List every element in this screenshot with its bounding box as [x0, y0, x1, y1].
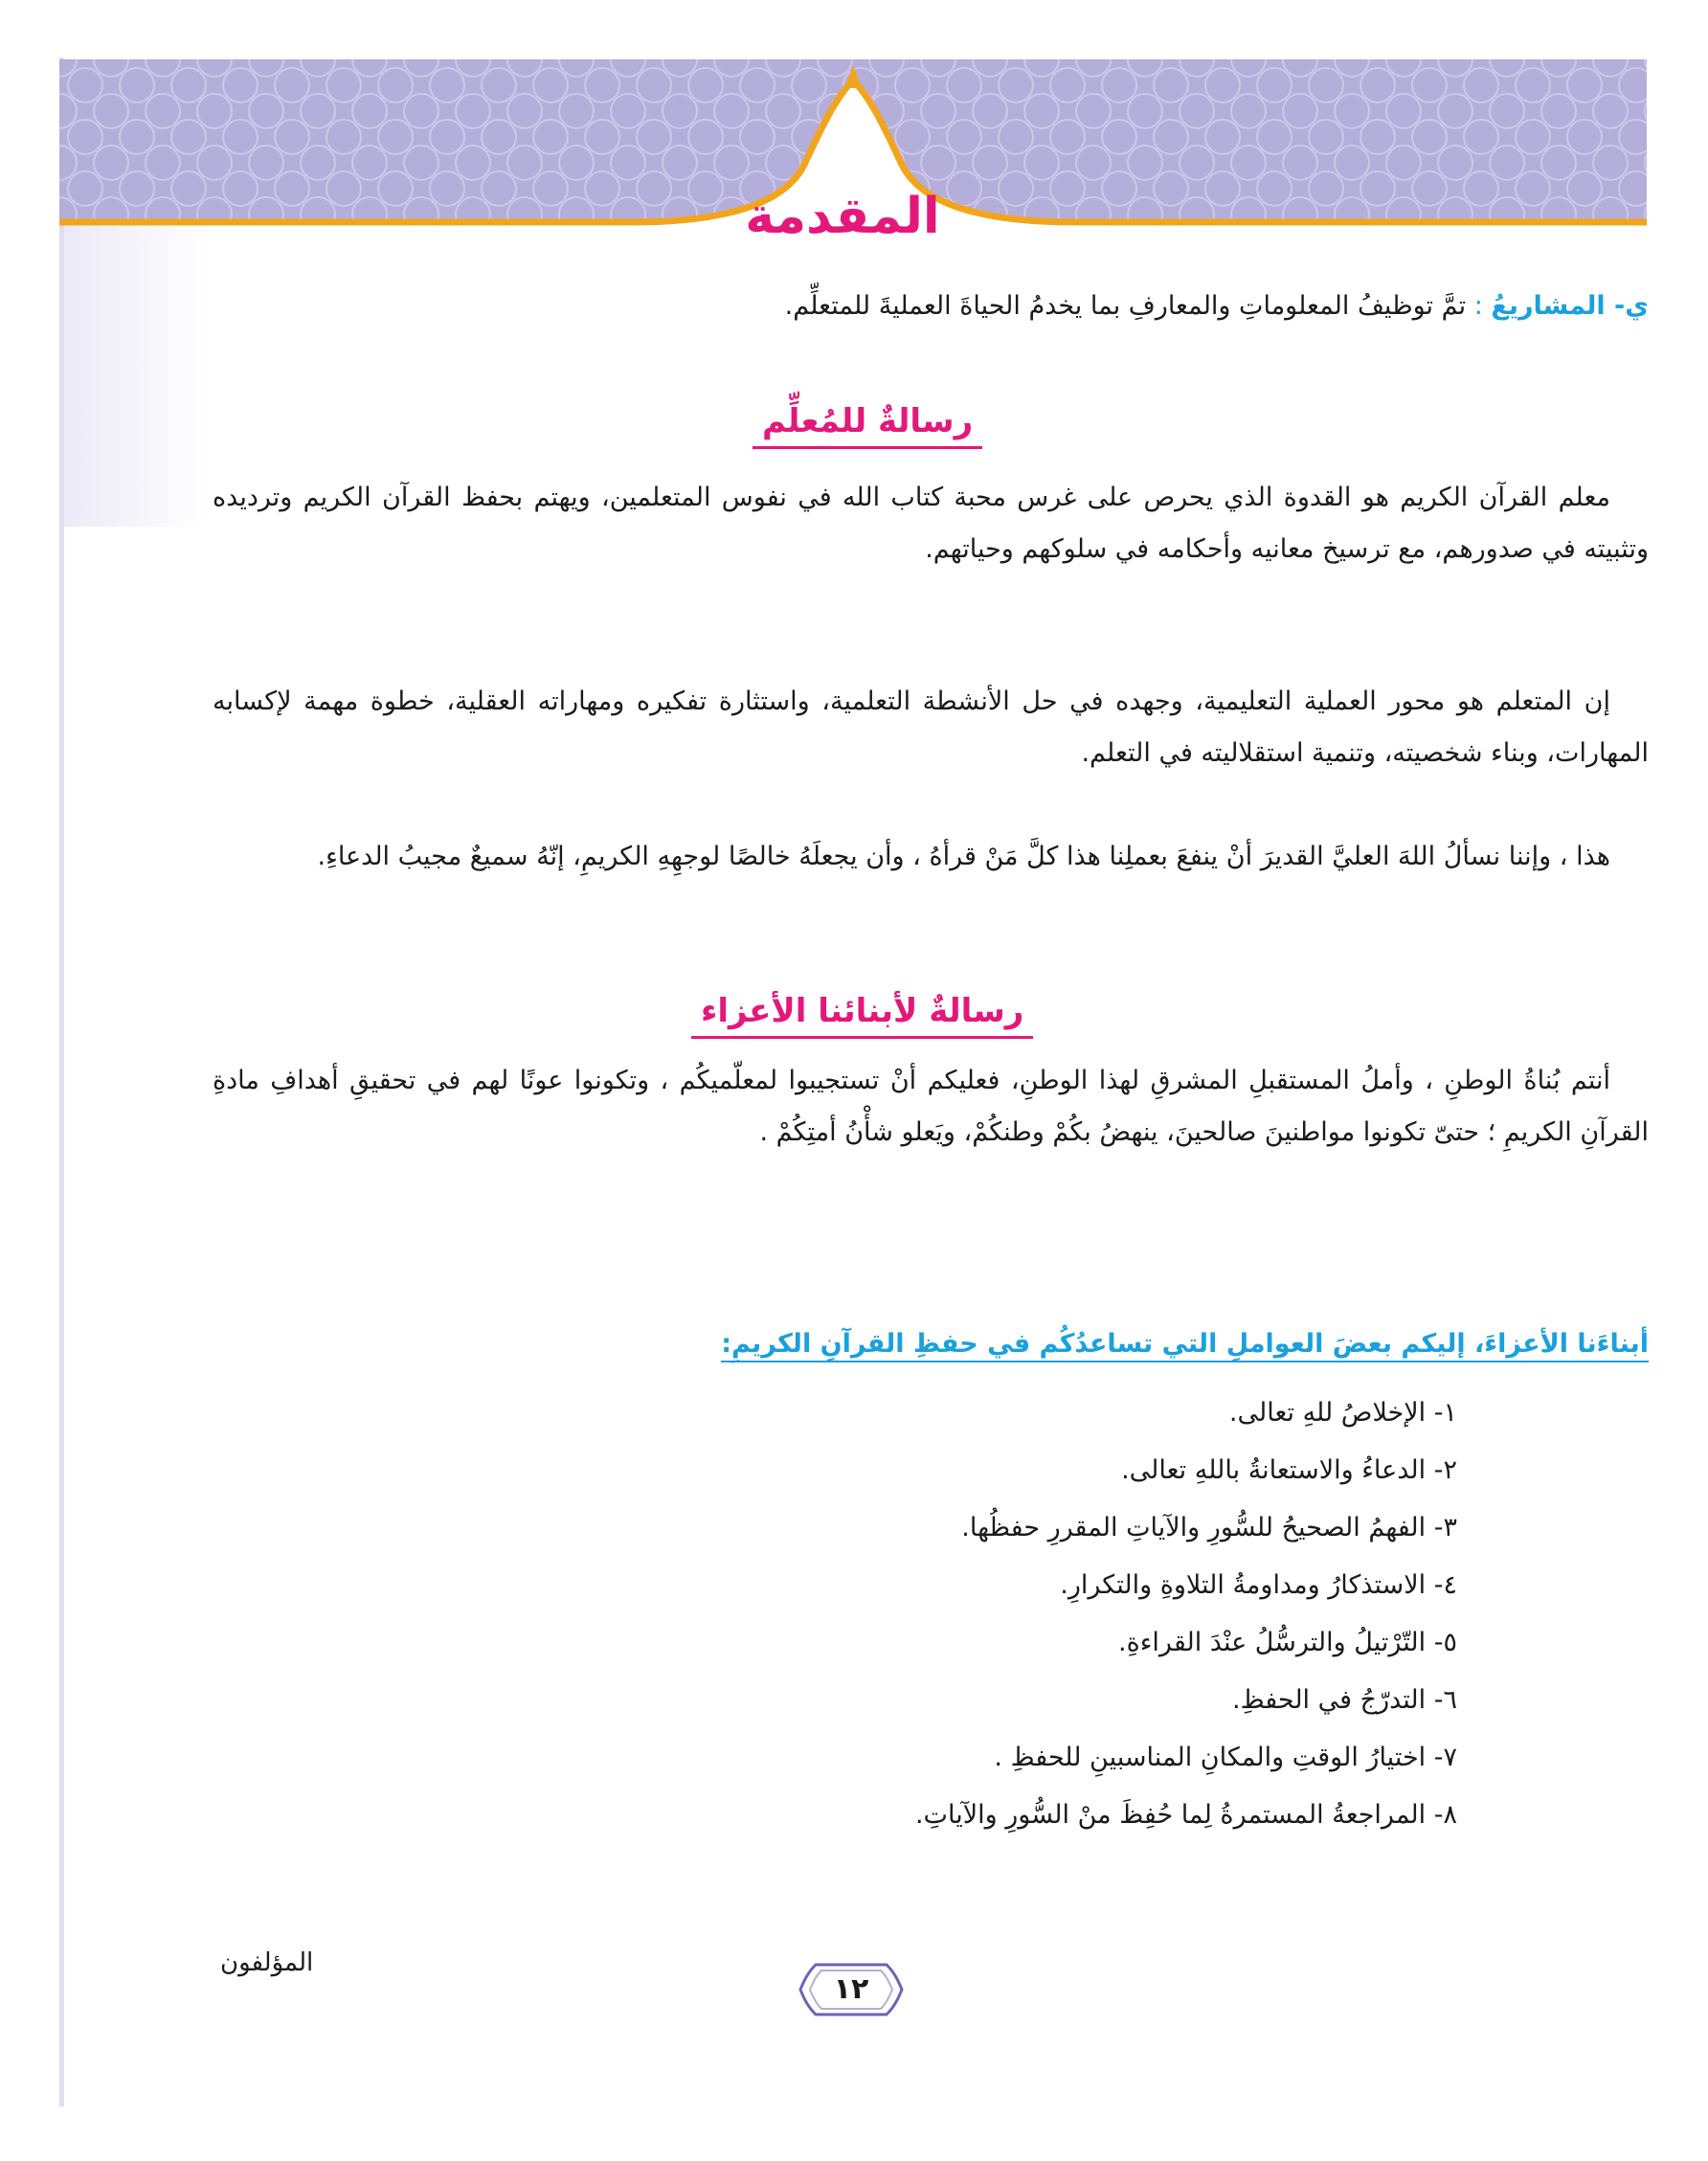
teacher-paragraph-2-text: إن المتعلم هو محور العملية التعليمية، وجهده في حل الأنشطة التعلمية، واستثارة تفكيره ومهاراته العقلية، خطوة مهمة لإكسابه المهارات، وبناء شخصيته، وتنمية استقلاليته في التعلم. [213, 687, 1649, 768]
teacher-paragraph-1-text: معلم القرآن الكريم هو القدوة الذي يحرص على غرس محبة كتاب الله في نفوس المتعلمين، ويهتم بحفظ القرآن الكريم وترديده وتثبيته في صدورهم، مع ترسيخ معانيه وأحكامه في سلوكهم وحياتهم. [213, 483, 1649, 564]
list-item: ٨- المراجعةُ المستمرةُ لِما حُفِظَ منْ السُّورِ والآياتِ. [914, 1800, 1457, 1830]
teacher-message-heading: رسالةٌ للمُعلِّم [753, 402, 982, 449]
children-message-heading: رسالةٌ لأبنائنا الأعزاء [691, 992, 1033, 1039]
children-paragraph-text: أنتم بُناةُ الوطنِ ، وأملُ المستقبلِ المشرقِ لهذا الوطنِ، فعليكم أنْ تستجيبوا لمعلّميكُم ، وتكونوا عونًا لهم في تحقيقِ أهدافِ مادةِ القرآنِ الكريمِ ؛ حتىّ تكونوا مواطنينَ صالحينَ، ينهضُ بكُمْ وطنكُمْ، ويَعلو شأْنُ أمتِكُمْ . [213, 1066, 1649, 1147]
projects-separator: : [1473, 291, 1483, 321]
authors-signature: المؤلفون [220, 1948, 314, 1977]
projects-text: تمَّ توظيفُ المعلوماتِ والمعارفِ بما يخدمُ الحياةَ العمليةَ للمتعلِّم. [784, 291, 1467, 321]
factors-heading: أبناءَنا الأعزاءَ، إليكم بعضَ العواملِ التي تساعدُكُم في حفظِ القرآنِ الكريمِ: [721, 1329, 1649, 1362]
factors-list [915, 1384, 1457, 1844]
list-item: ٣- الفهمُ الصحيحُ للسُّورِ والآياتِ المقررِ حفظُها. [961, 1513, 1457, 1542]
list-item: ٥- التّرْتيلُ والترسُّلُ عنْدَ القراءةِ. [1118, 1628, 1457, 1657]
list-item: ٧- اختيارُ الوقتِ والمكانِ المناسبينِ للحفظِ . [994, 1743, 1457, 1772]
projects-label: ي- المشاريعُ [1491, 291, 1649, 321]
list-item: ٢- الدعاءُ والاستعانةُ باللهِ تعالى. [1121, 1455, 1457, 1485]
projects-line [785, 287, 1649, 326]
teacher-paragraph-1 [213, 472, 1649, 575]
teacher-paragraph-3-text: هذا ، وإننا نسألُ اللهَ العليَّ القديرَ أنْ ينفعَ بعملِنا هذا كلَّ مَنْ قرأهُ ، وأن يجعلَهُ خالصًا لوجهِهِ الكريمِ، إنّهُ سميعٌ مجيبُ الدعاءِ. [317, 842, 1610, 871]
teacher-paragraph-3 [213, 831, 1649, 883]
list-item: ١- الإخلاصُ للهِ تعالى. [1228, 1398, 1457, 1428]
page-number-badge [798, 1959, 904, 2020]
list-item: ٦- التدرّجُ في الحفظِ. [1232, 1685, 1457, 1715]
list-item: ٤- الاستذكارُ ومداومةُ التلاوةِ والتكرارِ. [1060, 1570, 1457, 1600]
children-paragraph [213, 1055, 1649, 1159]
page-title: المقدمة [745, 188, 940, 245]
teacher-paragraph-2 [213, 676, 1649, 779]
page-number: ١٢ [833, 1972, 869, 2006]
